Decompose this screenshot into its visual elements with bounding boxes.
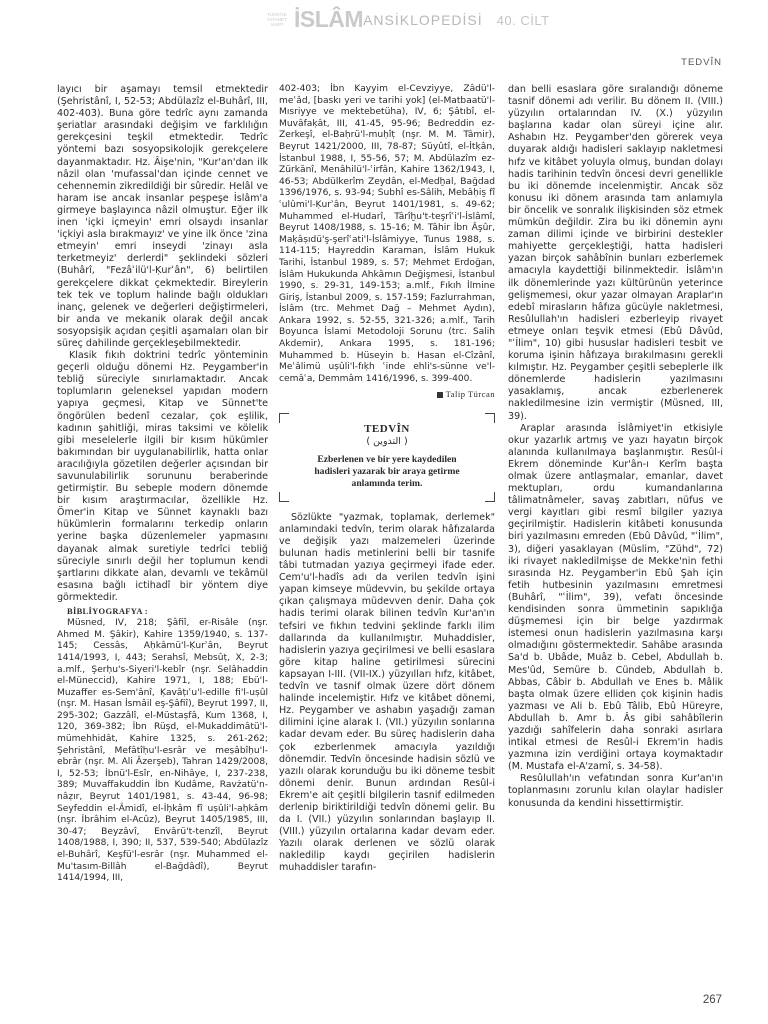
author-signature	[279, 388, 495, 400]
corner-mark-icon	[279, 413, 289, 423]
author-name: Talip Türcan	[445, 389, 495, 400]
bibliography-text: 402-403; İbn Kayyim el-Cevziyye, Zâdü'l-meʿâd, [baskı yeri ve tarihi yok] (el-Matbaatü'l-Mısriyye ve mektebetüha), IV, 6; Şâtıbî, el-Muvâfaḳât, III, 41-45, 95-96; Bedreddin ez-Zerkeşî, el-Baḥrü'l-muḥîṭ (nşr. M. M. Tâmir), Beyrut 1421/2000, III, 78-87; Süyûtî, el-İtḳân, İstanbul 1988, I, 55-56, 57; M. Abdülazîm ez-Zürkānî, Menâhilü'l-ʿirfân, Kahire 1362/1943, I, 46-53; Abdülkerîm Zeydân, el-Medḫal, Bağdad 1396/1976, s. 93-94; Subhî es-Sâlih, Mebâḥis̱ fî ʿulûmi'l-Ḳurʾân, Beyrut 1401/1981, s. 49-62; Muhammed el-Hudarî, Târîḫu't-teşrîʿi'l-İslâmî, Beyrut 1408/1988, s. 15-16; M. Tâhir İbn Âşûr, Maḳâṣıdü'ş-şerîʿati'l-İslâmiyye, Tunus 1988, s. 114-115; Hayreddin Karaman, İslâm Hukuk Tarihi, İstanbul 1989, s. 57; Mehmet Erdoğan, İslâm Hukukunda Ahkâmın Değişmesi, İstanbul 1990, s. 29-31, 149-153; a.mlf., Fıkıh İlmine Giriş, İstanbul 2009, s. 157-159; Fazlurrahman, İslâm (trc. Mehmet Dağ – Mehmet Aydın), Ankara 1992, s. 52-55, 321-326; a.mlf., Tarih Boyunca İslami Metodoloji Sorunu (trc. Salih Akdemir), Ankara 1995, s. 181-196; Muhammed b. Hüseyin b. Hasan el-Cîzânî, Meʿâlimü uṣûli'l-fıḳh ʿinde ehli's-sünne ve'l-cemâʿa, Demmâm 1416/1996, s. 399-400.	[279, 84, 495, 384]
corner-mark-icon	[485, 492, 495, 502]
body-paragraph: dan belli esaslara göre sıralandığı döneme tasnif dönemi adı verilir. Bu dönem II. (VIII.) yüzyılın ortalarından IV. (X.) yüzyılın başlarına kadar olan süreyi içine alır. Ashabın Hz. Peygamber'den görerek veya duyarak aldığı hadisleri saklayıp nakletmesi hıfz ve kitâbet yoluyla olmuş, bundan dolayı hadis tarihinin tedvîn öncesi devri genellikle bu iki dönemde incelenmiştir. Ancak söz konusu iki dönem arasında tam anlamıyla bir öncelik ve sonralık ilişkisinden söz etmek mümkün değildir. Zira bu iki dönemin aynı zaman dilimi içinde ve birbirini destekler mahiyette gerçekleştiği, hatta hadisleri yazan birçok sahâbînin bunları ezberlemek amacıyla kaydettiği bilinmektedir. İslâm'ın ilk dönemlerinde yazı kültürünün yeterince gelişmemesi, okur yazar olmayan Araplar'ın edebî mirasların hâfıza gücüyle nakletmesi, Resûlullah'ın hadisleri ezberleyip rivayet etmeye onları teşvik etmesi (Ebû Dâvûd, "ʿİlim", 10) gibi hususlar hadisleri tesbit ve koruma işinin hâfızaya bırakılmasını gerekli kılmıştır. Hz. Peygamber çeşitli sebeplerle ilk dönemlerde hadislerin yazılmasını yasaklamış, ancak ezberlenerek nakledilmesine izin vermiştir (Müsned, III, 39).	[508, 84, 723, 422]
logo-islam: İSLÂM	[294, 5, 364, 32]
entry-header-box	[279, 413, 495, 502]
publisher-logo-text: TÜRKİYE DİYANET VAKFI	[267, 11, 287, 27]
encyclopedia-header	[262, 6, 550, 32]
column-right	[508, 84, 723, 810]
body-paragraph: Resûlullah'ın vefatından sonra Kur'an'ın toplanmasını zorunlu kılan olaylar hadisler konusunda da kendini hissettirmiştir.	[508, 773, 723, 809]
corner-mark-icon	[485, 413, 495, 423]
running-head: TEDVÎN	[681, 57, 722, 68]
logo-ansiklopedi: ANSİKLOPEDİSİ	[363, 12, 483, 28]
column-middle	[279, 84, 495, 875]
bibliography	[57, 618, 268, 885]
volume-label: 40. CİLT	[496, 12, 550, 28]
entry-title: TEDVÎN	[364, 422, 410, 435]
body-paragraph: layıcı bir aşamayı temsil etmektedir (Şehristânî, I, 52-53; Abdülazîz el-Buhârî, III, 402-403). Buna göre tedrîc aynı zamanda şeriatlar arasındaki değişim ve farklılığın gerekçesini teşkil etmektedir. Tedrîc yöntemi bazı sosyopsikolojik gerekçelere dayanmaktadır. Hz. Âişe'nin, "Kur'an'dan ilk nâzil olan 'mufassal'dan içinde cennet ve cehennemin zikredildiği bir sûredir. Helâl ve haram ise ancak insanlar peşpeşe İslâm'a girmeye başlayınca nâzil olmuştur. Eğer ilk inen 'içki içmeyin' emri olsaydı insanlar 'içkiyi asla bırakmayız' ve yine ilk önce 'zina etmeyin' emri inseydi 'zinayı asla terketmeyiz' derlerdi" şeklindeki sözleri (Buhârî, "Fezâʾilü'l-Ḳurʾân", 6) belirtilen gerekçelere dikkat çekmektedir. Bireylerin tek tek ve toplum halinde bağlı oldukları inanç, gelenek ve değerleri değiştirmeleri, bir anda ve mekanik olarak değil ancak sosyopsişik açıdan çeşitli aşamaları olan bir süreç dahilinde gerçekleşebilmektedir.	[57, 84, 268, 349]
entry-definition: Ezberlenen ve bir yere kaydedilen hadisleri yazarak bir araya getirme anlamında terim.	[314, 453, 460, 489]
bibliography-continued	[279, 84, 495, 385]
body-paragraph: Araplar arasında İslâmiyet'in etkisiyle okur yazarlık artmış ve yazı hayatın birçok alanında kullanılmaya başlanmıştır. Resûl-i Ekrem döneminde Kur'ân-ı Kerîm başta olmak üzere antlaşmalar, emanlar, davet mektupları, ordu kumandanlarına tâlimatnâmeler, savaş zabıtları, nüfus ve vergi kayıtları gibi resmî bilgiler yazıya geçirilmiştir. Hadislerin kitâbeti konusunda biri yazılmasını emreden (Ebû Dâvûd, "ʿİlim", 3), diğeri yasaklayan (Müslim, "Zühd", 72) iki rivayet nakledilmişse de Mekke'nin fethi sırasında Hz. Peygamber'in Ebû Şah için fetih hutbesinin yazılmasını emretmesi (Buhârî, "ʿİlim", 39), vefatı öncesinde kendisinden sonra ümmetinin sapıklığa düşmemesi için bir belge yazdırmak istemesi onun hadislerin yazılmasına karşı olmadığını göstermektedir. Sahâbe arasında Sa'd b. Ubâde, Muâz b. Cebel, Abdullah b. Mes'ûd, Semüre b. Cündeb, Abdullah b. Abbas, Câbir b. Abdullah ve Enes b. Mâlik başta olmak üzere elliden çok kişinin hadis yazması ve Ali b. Ebû Tâlib, Ebû Hüreyre, Abdullah b. Amr b. Âs gibi sahâbîlerin yazdığı sahîfelerin daha sonraki asırlara intikal etmesi de Resûl-i Ekrem'in hadis yazmına izin verdiğini ortaya koymaktadır (M. Mustafa el-A'zamî, s. 34-58).	[508, 422, 723, 773]
bibliography-heading: BİBLİYOGRAFYA :	[67, 606, 148, 617]
bibliography-text: Müsned, IV, 218; Şâfiî, er-Risâle (nşr. Ahmed M. Şâkir), Kahire 1359/1940, s. 137-145; Cessâs, Aḥkâmü'l-Ḳurʾân, Beyrut 1414/1993, I, 443; Serahsî, Mebsûṭ, X, 2-3; a.mlf., Şerḥu's-Siyeri'l-kebîr (nşr. Selâhaddin el-Müneccid), Kahire 1971, I, 188; Ebü'l-Muzaffer es-Sem'ânî, Ḳavâṭıʿu'l-edille fi'l-uṣûl (nşr. M. Hasan İsmâil eş-Şâfiî), Beyrut 1997, II, 295-302; Gazzâlî, el-Müstaṣfâ, Kum 1368, I, 120, 369-382; İbn Rüşd, el-Mukaddimâtü'l-mümehhidât, Kahire 1325, s. 261-262; Şehristânî, Mefâtîḥu'l-esrâr ve meṣâbîḥu'l-ebrâr (nşr. M. Ali Âzerşeb), Tahran 1429/2008, I, 52-53; İbnü'l-Esîr, en-Nihâye, I, 237-238, 389; Muvaffakuddin İbn Kudâme, Ravżatü'n-nâẓır, Beyrut 1401/1981, s. 43-44, 96-98; Seyfeddin el-Âmidî, el-İḥkâm fî uṣûli'l-aḥkâm (nşr. İbrâhim el-Acûz), Beyrut 1405/1985, III, 30-47; Beyzâvî, Envârü't-tenzîl, Beyrut 1408/1988, I, 390; II, 537, 539-540; Abdülazîz el-Buhârî, Keşfü'l-esrâr (nşr. Muhammed el-Mu'tasım-Billâh el-Bağdâdî), Beyrut 1414/1994, III,	[57, 618, 268, 884]
square-bullet-icon	[437, 392, 443, 398]
body-paragraph: Klasik fıkıh doktrini tedrîc yönteminin geçerli olduğu dönemi Hz. Peygamber'in tebliğ süreciyle sınırlamaktadır. Ancak toplumların geleneksel yapıdan modern yapıya geçmesi, Kitap ve Sünnet'te öngörülen bedenî cezalar, çok eşlilik, kadının şahitliği, miras taksimi ve kölelik gibi meselelerle ilgili bir kısım hükümler bakımından bir uygulanabilirlik, hatta onlar aracılığıyla gözetilen değerler açısından bir savunulabilirlik sorununu beraberinde getirmiştir. Bu sebeple modern dönemde bir kısım araştırmacılar, özellikle Hz. Ömer'in Kitap ve Sünnet kaynaklı bazı hükümlerin formalarını terkedip onların yerine başka düzenlemeler yapmasını dayanak almak suretiyle tedrîci tebliğ süreciyle sınırlı değil her toplumun kendi şartlarını dikkate alan, devamlı ve tekâmül esasına bağlı ictihadî bir yöntem diye görmektedir.	[57, 350, 268, 603]
body-paragraph: Sözlükte "yazmak, toplamak, derlemek" anlamındaki tedvîn, terim olarak hâfızalarda ve değişik yazı malzemeleri üzerinde bulunan hadis metinlerini belli bir tasnife tâbi tutmadan yazıya geçirmeyi ifade eder. Cem'u'l-hadîs adı da verilen tedvîn işini yapan kimseye müdevvin, bu şekilde ortaya çıkan çalışmaya müdevven denir. Daha çok hadis terimi olarak bilinen tedvîn Kur'an'ın tefsiri ve fıkhın tedvini şeklinde farklı ilim dallarında da kullanılmıştır. Muhaddisler, hadislerin yazıya geçirilmesi ve belli esaslara göre kitap haline getirilmesi sürecini kapsayan I-III. (VII-IX.) yüzyılları hıfz, kitâbet, tedvîn ve tasnif olmak üzere dört dönem halinde incelemiştir. Hıfz ve kitâbet dönemi, Hz. Peygamber ve ashabın yaşadığı zaman dilimini içine alarak I. (VII.) yüzyılın sonlarına kadar devam eder. Bu süreç hadislerin daha çok ezberlenmek amacıyla yazıldığı dönemdir. Tedvîn öncesinde hadisin sözlü ve yazılı olarak korunduğu bu iki döneme tesbit dönemi denir. Bunun ardından Resûl-i Ekrem'e ait çeşitli bilgilerin tasnif edilmeden derlenip biriktirildiği tedvîn dönemi gelir. Bu da I. (VII.) yüzyılın sonlarından başlayıp II. (VIII.) yüzyılın ortalarına kadar devam eder. Yazılı olarak derlenen ve sözlü olarak nakledilip kaydı geçirilen hadislerin muhaddisler tarafın-	[279, 511, 495, 874]
entry-arabic-title: ( التدوين )	[366, 435, 408, 447]
column-left	[57, 84, 268, 885]
page-number: 267	[702, 994, 722, 1006]
corner-mark-icon	[279, 492, 289, 502]
